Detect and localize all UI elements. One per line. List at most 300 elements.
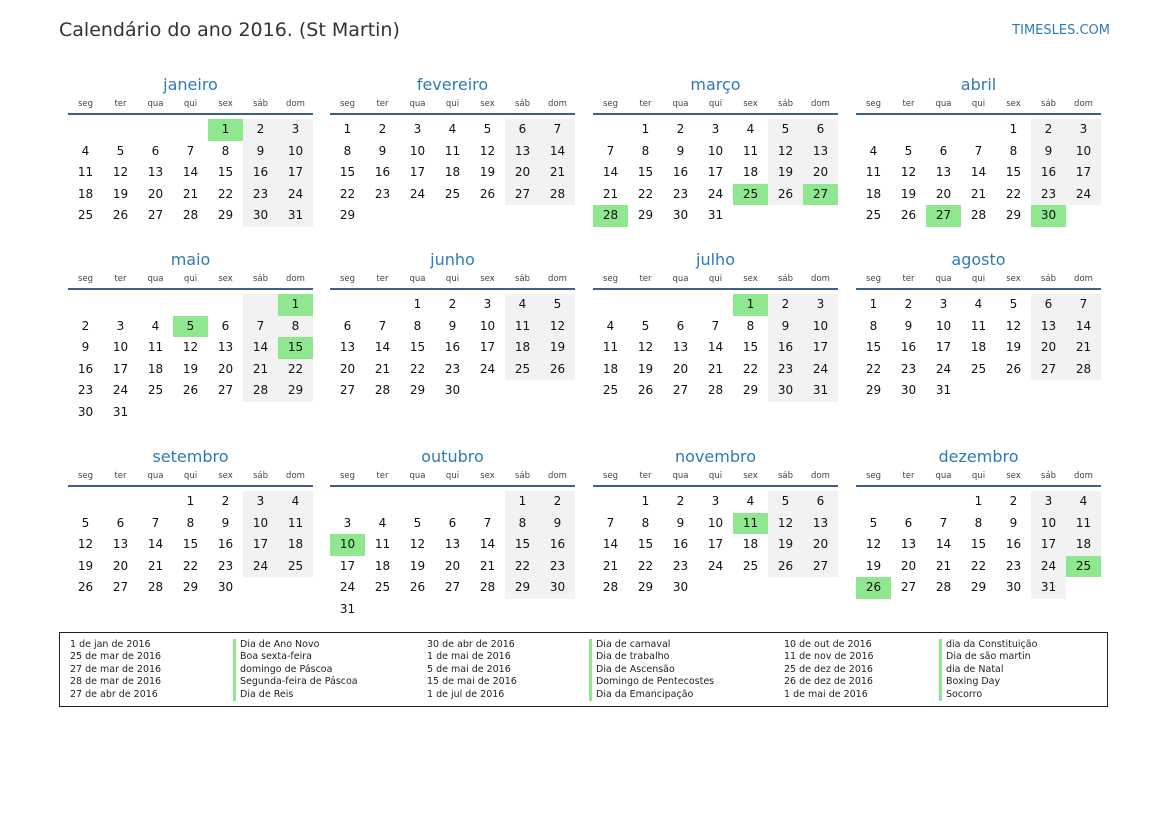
day-cell: 10 [1031,513,1066,535]
weekday-label: sex [480,99,495,109]
legend-names-column [939,639,1037,701]
day-cell: 3 [803,294,838,316]
weekday-header [68,469,313,483]
month-name: setembro [152,447,229,466]
day-cell: 28 [243,380,278,402]
day-cell: 10 [707,515,724,530]
day-cell: 13 [803,141,838,163]
day-cell: 2 [81,318,90,333]
day-cell: 11 [147,340,164,354]
day-cell: 21 [970,186,987,201]
empty-cell [68,119,103,141]
day-cell: 11 [742,143,759,158]
day-cell: 20 [803,534,838,556]
weekday-label: dom [811,99,830,109]
weekday-label: qua [147,471,164,481]
legend-holiday-name: Socorro [939,689,1037,701]
header-rule [856,485,1101,487]
day-cell: 24 [803,359,838,381]
day-cell: 2 [540,491,575,513]
day-cell: 8 [186,515,195,530]
day-cell: 8 [641,515,650,530]
legend-dates-column [427,639,517,701]
month-julho [593,250,838,402]
weekday-label: seg [602,471,619,481]
day-cell: 21 [479,558,496,573]
header-rule [593,288,838,290]
legend-date: 1 de jan de 2016 [70,639,151,650]
day-cell: 18 [865,186,882,201]
weekday-label: seg [602,274,619,284]
day-cell: 23 [900,361,917,376]
day-cell: 6 [904,515,913,530]
day-cell: 15 [637,537,654,551]
empty-cell [208,294,243,316]
day-cell: 22 [637,558,654,573]
weekday-header [856,469,1101,483]
month-name: dezembro [938,447,1019,466]
holiday-day-cell: 1 [278,294,313,316]
day-cell: 26 [768,184,803,206]
weekday-label: qui [445,471,460,481]
day-cell: 3 [278,119,313,141]
day-cell: 7 [151,515,160,530]
day-cell: 13 [112,537,129,551]
day-cell: 18 [278,534,313,556]
day-cell: 19 [479,165,496,179]
legend-date: 25 de dez de 2016 [784,663,873,675]
day-cell: 23 [374,186,391,201]
day-cell: 28 [602,580,619,594]
weekday-label: dom [548,274,567,284]
day-cell: 29 [339,208,356,222]
day-cell: 18 [1066,534,1101,556]
day-cell: 21 [182,186,199,201]
day-cell: 8 [221,143,230,158]
day-cell: 29 [637,208,654,222]
day-cell: 12 [768,141,803,163]
day-grid [330,294,575,402]
day-cell: 22 [865,361,882,376]
day-cell: 10 [479,318,496,333]
weekday-header [593,97,838,111]
weekday-label: ter [114,471,127,481]
day-cell: 28 [1066,359,1101,381]
day-cell: 30 [540,577,575,599]
day-cell: 28 [374,383,391,397]
day-cell: 9 [221,515,230,530]
day-cell: 29 [505,577,540,599]
day-cell: 22 [970,558,987,573]
day-cell: 5 [768,119,803,141]
day-cell: 15 [505,534,540,556]
day-cell: 17 [278,162,313,184]
day-cell: 25 [505,359,540,381]
day-cell: 20 [444,558,461,573]
weekday-label: ter [114,274,127,284]
day-cell: 20 [900,558,917,573]
day-cell: 26 [479,186,496,201]
month-name: março [690,75,741,94]
legend-date: 26 de dez de 2016 [784,676,873,688]
day-cell: 9 [676,143,685,158]
weekday-label: ter [902,471,915,481]
weekday-label: qui [971,274,986,284]
day-cell: 11 [1066,513,1101,535]
day-cell: 14 [147,537,164,551]
day-cell: 4 [746,494,755,508]
weekday-label: dom [1074,471,1093,481]
day-grid [68,119,313,227]
day-cell: 1 [505,491,540,513]
empty-cell [365,294,400,316]
legend-holiday-name: Dia de Reis [233,689,358,701]
weekday-label: sáb [514,99,531,109]
day-cell: 4 [869,143,878,158]
day-cell: 22 [505,556,540,578]
holiday-day-cell: 1 [733,294,768,316]
weekday-label: qui [445,99,460,109]
day-cell: 16 [374,165,391,179]
day-cell: 12 [900,165,917,179]
legend-holiday-name: Domingo de Pentecostes [589,676,714,688]
day-cell: 6 [448,515,457,530]
weekday-label: sáb [252,274,269,284]
empty-cell [891,119,926,141]
day-cell: 13 [1031,316,1066,338]
day-cell: 16 [900,340,917,354]
site-link[interactable]: TIMESLES.COM [1012,23,1110,38]
day-cell: 3 [343,515,352,530]
month-name: junho [430,250,475,269]
day-cell: 16 [77,361,94,376]
day-cell: 3 [939,297,948,311]
day-cell: 27 [147,208,164,222]
empty-cell [961,119,996,141]
month-junho [330,250,575,402]
weekday-label: qua [409,274,426,284]
day-cell: 20 [1031,337,1066,359]
day-cell: 20 [112,558,129,573]
day-cell: 13 [217,340,234,354]
day-cell: 8 [505,513,540,535]
day-cell: 16 [243,162,278,184]
legend-date: 1 de jul de 2016 [427,688,505,700]
day-cell: 1 [186,494,195,508]
day-grid [856,294,1101,402]
day-cell: 25 [742,558,759,573]
weekday-label: sáb [1040,99,1057,109]
month-name: maio [170,250,211,269]
month-setembro [68,447,313,599]
day-cell: 2 [1031,119,1066,141]
day-cell: 1 [641,122,650,136]
day-cell: 26 [112,208,129,222]
day-cell: 26 [77,580,94,594]
day-cell: 5 [413,515,422,530]
holiday-day-cell: 5 [173,316,208,338]
empty-cell [698,294,733,316]
day-cell: 13 [444,537,461,551]
day-cell: 9 [1031,141,1066,163]
weekday-label: sáb [777,471,794,481]
legend-holiday-name: domingo de Páscoa [233,664,358,676]
day-cell: 24 [243,556,278,578]
day-cell: 2 [676,494,685,508]
day-cell: 12 [865,537,882,551]
day-cell: 30 [672,580,689,594]
legend-holiday-name: Segunda-feira de Páscoa [233,676,358,688]
day-cell: 3 [1031,491,1066,513]
day-cell: 16 [672,165,689,179]
day-cell: 10 [112,340,129,354]
day-cell: 20 [505,162,540,184]
day-cell: 14 [479,537,496,551]
holiday-day-cell: 1 [208,119,243,141]
day-cell: 24 [707,558,724,573]
day-cell: 25 [444,186,461,201]
day-cell: 15 [182,537,199,551]
weekday-label: qua [409,471,426,481]
day-grid [68,491,313,599]
day-cell: 11 [865,165,882,179]
day-grid [856,119,1101,227]
day-cell: 7 [378,318,387,333]
day-cell: 20 [339,361,356,376]
day-cell: 10 [707,143,724,158]
day-cell: 29 [637,580,654,594]
day-cell: 14 [1066,316,1101,338]
weekday-label: sex [743,99,758,109]
day-cell: 8 [278,316,313,338]
day-cell: 4 [505,294,540,316]
day-cell: 17 [339,558,356,573]
day-cell: 14 [243,337,278,359]
day-cell: 18 [444,165,461,179]
day-cell: 2 [1009,494,1018,508]
month-dezembro [856,447,1101,599]
day-cell: 28 [970,208,987,222]
day-cell: 23 [217,558,234,573]
day-cell: 6 [343,318,352,333]
day-cell: 10 [278,141,313,163]
legend-holiday-name: Dia de trabalho [589,651,714,663]
day-cell: 30 [77,404,94,419]
day-cell: 31 [278,205,313,227]
day-cell: 4 [1066,491,1101,513]
header-rule [68,288,313,290]
day-grid [593,491,838,599]
month-novembro [593,447,838,599]
day-cell: 8 [974,515,983,530]
day-cell: 6 [116,515,125,530]
month-maio [68,250,313,423]
empty-cell [173,294,208,316]
empty-cell [593,119,628,141]
day-cell: 22 [637,186,654,201]
legend-names-column [233,639,358,701]
legend-date: 5 de mai de 2016 [427,663,511,675]
weekday-label: sex [218,99,233,109]
day-cell: 27 [803,556,838,578]
legend-holiday-name: Boxing Day [939,676,1037,688]
day-cell: 7 [1066,294,1101,316]
day-cell: 13 [505,141,540,163]
day-cell: 16 [768,337,803,359]
weekday-label: qui [183,274,198,284]
day-cell: 1 [869,297,878,311]
legend-date: 25 de mar de 2016 [70,651,162,663]
day-cell: 23 [243,184,278,206]
day-cell: 6 [221,318,230,333]
day-cell: 15 [1005,165,1022,179]
weekday-label: seg [865,274,882,284]
day-cell: 24 [479,361,496,376]
day-cell: 2 [904,297,913,311]
day-cell: 2 [768,294,803,316]
weekday-label: ter [639,99,652,109]
day-cell: 21 [935,558,952,573]
day-cell: 17 [409,165,426,179]
day-cell: 27 [900,580,917,594]
day-cell: 24 [1066,184,1101,206]
month-agosto [856,250,1101,402]
day-cell: 17 [707,165,724,179]
weekday-label: ter [376,471,389,481]
weekday-label: seg [602,99,619,109]
day-cell: 7 [974,143,983,158]
weekday-label: qua [672,471,689,481]
weekday-header [330,469,575,483]
day-cell: 17 [1031,534,1066,556]
day-cell: 10 [1066,141,1101,163]
empty-cell [68,491,103,513]
day-cell: 1 [343,122,352,136]
legend-names-column [589,639,714,701]
day-cell: 5 [641,318,650,333]
weekday-label: qua [935,274,952,284]
day-cell: 20 [935,186,952,201]
day-cell: 16 [1005,537,1022,551]
day-cell: 3 [483,297,492,311]
day-cell: 25 [602,383,619,397]
day-cell: 22 [409,361,426,376]
weekday-header [593,469,838,483]
day-cell: 15 [409,340,426,354]
day-cell: 17 [803,337,838,359]
day-cell: 19 [182,361,199,376]
day-cell: 5 [869,515,878,530]
weekday-label: sáb [252,99,269,109]
empty-cell [435,491,470,513]
weekday-label: sex [480,274,495,284]
day-cell: 19 [77,558,94,573]
day-cell: 22 [339,186,356,201]
month-name: agosto [951,250,1006,269]
day-cell: 26 [768,556,803,578]
day-cell: 26 [540,359,575,381]
weekday-label: qui [445,274,460,284]
weekday-header [68,272,313,286]
day-cell: 19 [865,558,882,573]
day-cell: 31 [935,383,952,397]
weekday-label: seg [77,274,94,284]
empty-cell [593,294,628,316]
legend-holiday-name: Dia da Emancipação [589,689,714,701]
legend-date: 30 de abr de 2016 [427,639,515,650]
holiday-day-cell: 28 [593,205,628,227]
weekday-label: qui [708,471,723,481]
weekday-label: sex [1006,99,1021,109]
day-cell: 26 [409,580,426,594]
day-cell: 5 [81,515,90,530]
day-cell: 9 [448,318,457,333]
day-cell: 14 [970,165,987,179]
day-cell: 4 [81,143,90,158]
day-cell: 22 [742,361,759,376]
day-cell: 8 [869,318,878,333]
empty-cell [138,294,173,316]
month-outubro [330,447,575,620]
day-cell: 9 [81,340,90,354]
header-rule [593,485,838,487]
day-grid [593,119,838,227]
empty-cell [365,491,400,513]
day-cell: 13 [339,340,356,354]
empty-cell [173,119,208,141]
day-cell: 17 [243,534,278,556]
empty-cell [68,294,103,316]
month-name: abril [960,75,997,94]
holiday-day-cell: 25 [1066,556,1101,578]
day-cell: 20 [803,162,838,184]
header-rule [856,113,1101,115]
day-cell: 4 [448,122,457,136]
legend-date: 15 de mai de 2016 [427,676,517,688]
empty-cell [926,119,961,141]
day-cell: 24 [935,361,952,376]
empty-cell [400,491,435,513]
day-cell: 21 [602,558,619,573]
empty-cell [891,491,926,513]
weekday-label: qui [183,99,198,109]
day-cell: 12 [182,340,199,354]
weekday-label: qua [672,274,689,284]
month-name: janeiro [163,75,218,94]
legend-holiday-name: Dia de Ano Novo [233,639,358,651]
weekday-label: dom [1074,99,1093,109]
legend-dates-column [784,639,874,701]
day-cell: 30 [672,208,689,222]
day-cell: 18 [602,361,619,376]
weekday-label: ter [902,274,915,284]
day-cell: 23 [672,558,689,573]
day-cell: 1 [641,494,650,508]
day-cell: 9 [1009,515,1018,530]
day-cell: 16 [672,537,689,551]
header-rule [68,485,313,487]
weekday-label: sáb [1040,274,1057,284]
day-cell: 6 [939,143,948,158]
day-cell: 24 [112,383,129,397]
weekday-label: ter [639,274,652,284]
holiday-day-cell: 30 [1031,205,1066,227]
weekday-label: qua [672,99,689,109]
empty-cell [138,119,173,141]
header-rule [330,113,575,115]
day-cell: 26 [182,383,199,397]
weekday-label: ter [114,99,127,109]
